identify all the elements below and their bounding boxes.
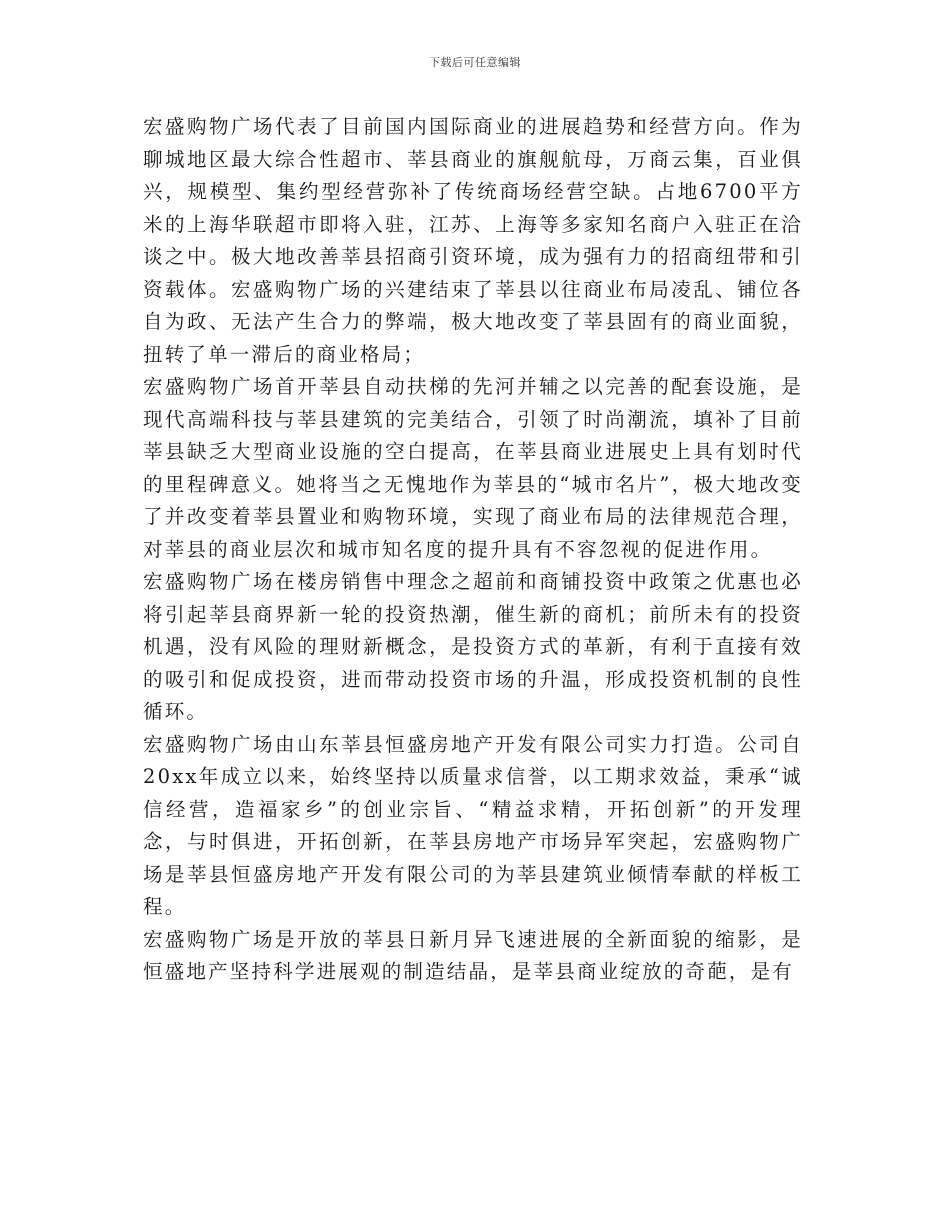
paragraph-3: 宏盛购物广场在楼房销售中理念之超前和商铺投资中政策之优惠也必将引起莘县商界新一轮的投资热潮，催生新的商机；前所未有的投资机遇，没有风险的理财新概念，是投资方式的革新，有利于直接有效的吸引和促成投资，进而带动投资市场的升温，形成投资机制的良性循环。	[143, 570, 803, 723]
paragraph-4: 宏盛购物广场由山东莘县恒盛房地产开发有限公司实力打造。公司自20xx年成立以来，始终坚持以质量求信誉，以工期求效益，秉承“诚信经营，造福家乡”的创业宗旨、“精益求精，开拓创新”的开发理念，与时俱进，开拓创新，在莘县房地产市场异军突起，宏盛购物广场是莘县恒盛房地产开发有限公司的为莘县建筑业倾情奉献的样板工程。	[143, 732, 803, 918]
document-body	[143, 111, 803, 989]
page-header: 下载后可任意编辑	[429, 56, 521, 69]
paragraph-2: 宏盛购物广场首开莘县自动扶梯的先河并辅之以完善的配套设施，是现代高端科技与莘县建筑的完美结合，引领了时尚潮流，填补了目前莘县缺乏大型商业设施的空白提高，在莘县商业进展史上具有划时代的里程碑意义。她将当之无愧地作为莘县的“城市名片”，极大地改变了并改变着莘县置业和购物环境，实现了商业布局的法律规范合理，对莘县的商业层次和城市知名度的提升具有不容忽视的促进作用。	[143, 375, 803, 561]
paragraph-5: 宏盛购物广场是开放的莘县日新月异飞速进展的全新面貌的缩影，是恒盛地产坚持科学进展观的制造结晶，是莘县商业绽放的奇葩，是有	[143, 927, 803, 983]
paragraph-1: 宏盛购物广场代表了目前国内国际商业的进展趋势和经营方向。作为聊城地区最大综合性超市、莘县商业的旗舰航母，万商云集，百业俱兴，规模型、集约型经营弥补了传统商场经营空缺。占地6700平方米的上海华联超市即将入驻，江苏、上海等多家知名商户入驻正在洽谈之中。极大地改善莘县招商引资环境，成为强有力的招商纽带和引资载体。宏盛购物广场的兴建结束了莘县以往商业布局凌乱、铺位各自为政、无法产生合力的弊端，极大地改变了莘县固有的商业面貌，扭转了单一滞后的商业格局；	[143, 115, 803, 366]
